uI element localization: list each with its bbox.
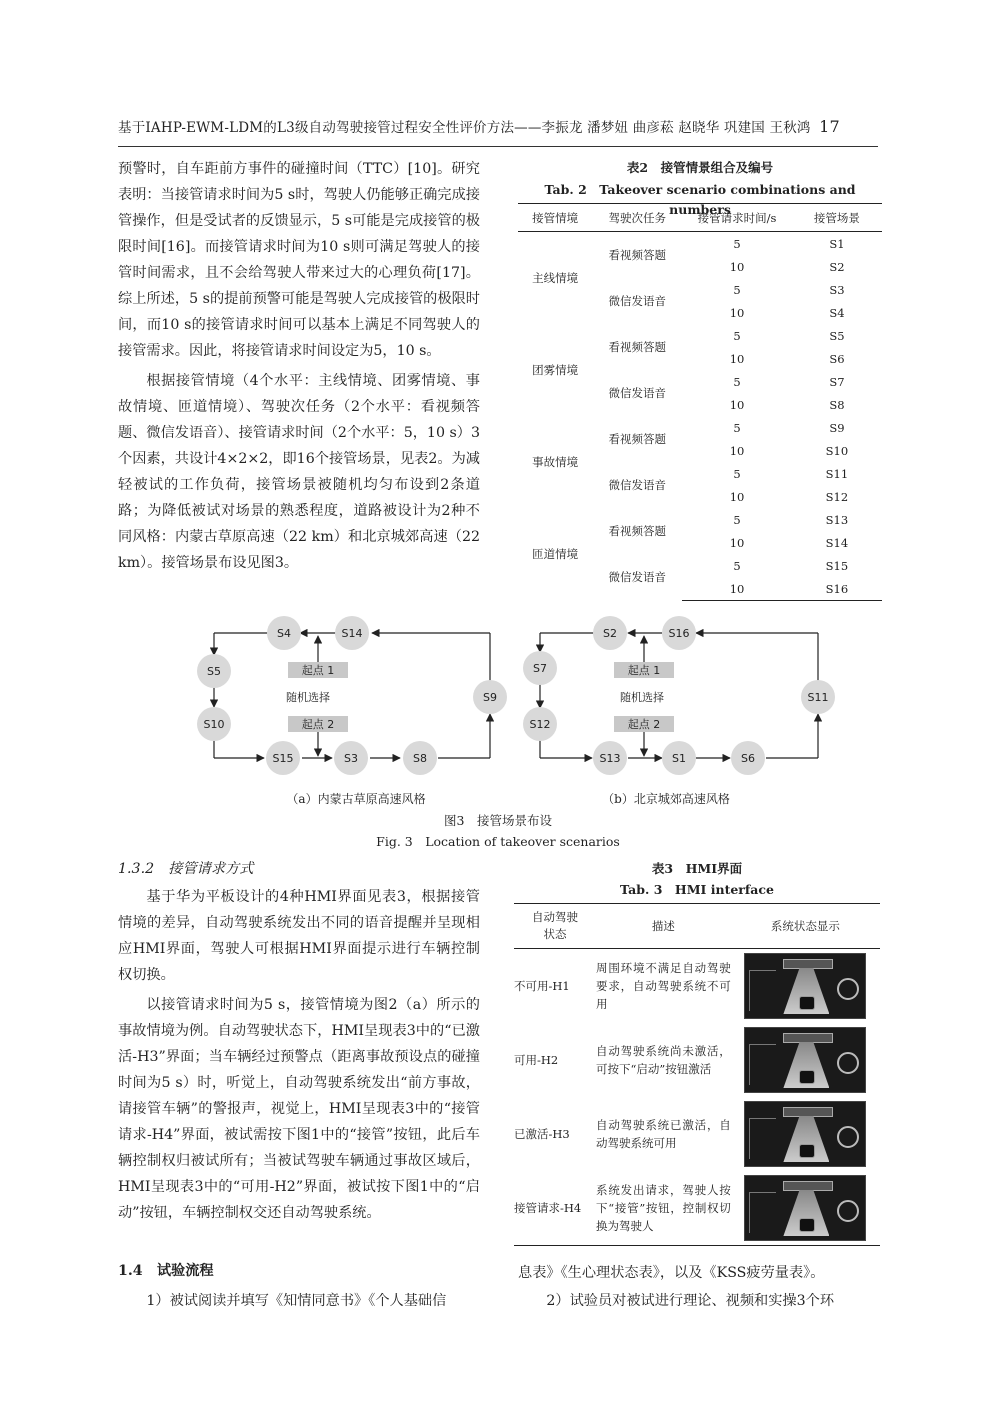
request-time-cell: 5 — [733, 282, 741, 297]
table3 — [514, 903, 880, 1246]
scenario-id-cell: S7 — [829, 374, 845, 389]
figure3-right-panel — [540, 633, 818, 758]
scenario-id-cell: S15 — [825, 558, 849, 573]
secondary-task-cell: 微信发语音 — [608, 570, 667, 585]
scenario-node-label: S8 — [413, 752, 427, 765]
table2-header-cell: 接管场景 — [792, 204, 882, 232]
scenario-id-cell: S2 — [829, 259, 845, 274]
table3-header-cell: 系统状态显示 — [731, 904, 880, 949]
table-row — [514, 949, 880, 1024]
hmi-description-cell: 周围环境不满足自动驾驶要求，自动驾驶系统不可用 — [596, 961, 731, 1011]
hmi-description-cell: 自动驾驶系统已激活，自动驾驶系统可用 — [596, 1118, 731, 1150]
scenario-id-cell: S5 — [829, 328, 845, 343]
hmi-car-icon — [799, 1070, 815, 1084]
hmi-car-icon — [799, 1144, 815, 1158]
scenario-node-label: S10 — [203, 718, 225, 731]
scenario-node-label: S3 — [344, 752, 358, 765]
table2-body — [518, 232, 882, 601]
hmi-display-cell — [731, 949, 880, 1024]
scenario-node-label: S14 — [341, 627, 363, 640]
table3-header-cell: 描述 — [596, 904, 731, 949]
steering-wheel-icon — [837, 1126, 859, 1148]
table-row — [514, 1097, 880, 1171]
figure3-left-panel — [214, 633, 490, 758]
table2-caption-cn: 表2 接管情景组合及编号 — [626, 160, 774, 175]
secondary-task-cell: 微信发语音 — [608, 478, 667, 492]
table-row — [514, 1023, 880, 1097]
scenario-node-label: S16 — [668, 627, 690, 640]
table3-body — [514, 949, 880, 1246]
left-column-top — [118, 156, 480, 576]
scenario-node-label: S7 — [533, 662, 547, 675]
hmi-status-banner — [783, 1181, 833, 1191]
scenario-node-label: S5 — [207, 665, 221, 678]
table3-header-cell: 自动驾驶 状态 — [514, 904, 596, 949]
hmi-display-cell — [731, 1171, 880, 1246]
hmi-display-cell — [731, 1023, 880, 1097]
scenario-context-cell: 匝道情境 — [532, 547, 579, 562]
hmi-car-icon — [799, 996, 815, 1010]
request-time-cell: 5 — [733, 420, 741, 435]
header-rule — [118, 146, 878, 147]
hmi-state-cell: 可用-H2 — [514, 1053, 559, 1067]
request-time-cell: 10 — [729, 259, 745, 274]
page-number: 17 — [819, 117, 840, 136]
secondary-task-cell: 看视频答题 — [608, 248, 667, 262]
request-time-cell: 10 — [682, 577, 792, 601]
request-time-cell: 5 — [733, 328, 741, 343]
request-time-cell: 5 — [733, 512, 741, 527]
table-row — [518, 232, 882, 256]
hmi-screen-image — [744, 953, 866, 1019]
section-heading-1-3-2: 1.3.2 接管请求方式 — [118, 861, 254, 877]
start-point-label: 起点 1 — [627, 664, 661, 677]
request-time-cell: 5 — [733, 558, 741, 573]
steering-wheel-icon — [837, 1200, 859, 1222]
scenario-id-cell: S13 — [825, 512, 849, 527]
table-row — [518, 416, 882, 439]
random-select-label: 随机选择 — [620, 691, 664, 704]
hmi-screen-image — [744, 1175, 866, 1241]
steering-wheel-icon — [837, 978, 859, 1000]
figure3-left-nodes — [197, 616, 507, 775]
hmi-map-icon — [749, 1192, 776, 1233]
table2-header-cell: 接管情境 — [518, 204, 592, 232]
hmi-description-cell: 自动驾驶系统尚未激活，可按下“启动”按钮激活 — [596, 1044, 731, 1076]
scenario-context-cell: 团雾情境 — [532, 363, 579, 377]
scenario-node-label: S2 — [603, 627, 617, 640]
paragraph-hmi-intro: 基于华为平板设计的4种HMI界面见表3，根据接管情境的差异，自动驾驶系统发出不同的语音提醒并呈现相应HMI界面，驾驶人可根据HMI界面提示进行车辆控制权切换。 — [118, 889, 480, 983]
scenario-id-cell: S6 — [829, 351, 845, 366]
request-time-cell: 10 — [729, 443, 745, 458]
table-row — [514, 1171, 880, 1246]
paragraph-right-continuation: 息表》《生心理状态表》，以及《KSS疲劳量表》。 — [518, 1265, 825, 1281]
secondary-task-cell: 看视频答题 — [608, 340, 667, 354]
running-title: 基于IAHP-EWM-LDM的L3级自动驾驶接管过程安全性评价方法——李振龙 潘梦妞 曲彦菘 赵晓华 巩建国 王秋鸿 — [118, 120, 811, 136]
scenario-node-label: S4 — [277, 627, 291, 640]
secondary-task-cell: 看视频答题 — [608, 524, 667, 538]
hmi-map-icon — [749, 970, 776, 1011]
start-point-label: 起点 2 — [627, 718, 661, 731]
hmi-map-icon — [749, 1044, 776, 1085]
hmi-map-icon — [749, 1118, 776, 1159]
scenario-id-cell: S8 — [829, 397, 845, 412]
hmi-description-cell: 系统发出请求，驾驶人按下“接管”按钮，控制权切换为驾驶人 — [596, 1171, 731, 1246]
hmi-car-icon — [799, 1218, 815, 1232]
start-point-label: 起点 2 — [301, 718, 335, 731]
scenario-id-cell: S12 — [825, 489, 849, 504]
scenario-id-cell: S4 — [829, 305, 845, 320]
scenario-id-cell: S16 — [792, 577, 882, 601]
start-point-label: 起点 1 — [301, 664, 335, 677]
scenario-node-label: S6 — [741, 752, 755, 765]
scenario-id-cell: S10 — [825, 443, 849, 458]
hmi-display-cell — [731, 1097, 880, 1171]
scenario-node-label: S13 — [599, 752, 621, 765]
table3-header-row — [514, 904, 880, 949]
scenario-node-label: S12 — [529, 718, 551, 731]
running-header — [118, 116, 878, 136]
table3-caption-cn: 表3 HMI界面 — [651, 861, 743, 876]
left-column-bottom — [118, 884, 480, 1226]
table3-caption-en: Tab. 3 HMI interface — [620, 882, 774, 897]
figure3-right-nodes — [523, 616, 835, 775]
scenario-id-cell: S14 — [825, 535, 849, 550]
table-row — [518, 324, 882, 347]
random-select-label: 随机选择 — [286, 691, 330, 704]
table2-header-row — [518, 204, 882, 232]
hmi-status-banner — [783, 1107, 833, 1117]
hmi-screen-image — [744, 1101, 866, 1167]
scenario-context-cell: 主线情境 — [532, 271, 579, 285]
hmi-status-banner — [783, 959, 833, 969]
secondary-task-cell: 微信发语音 — [608, 294, 667, 308]
hmi-state-cell: 已激活-H3 — [514, 1127, 570, 1141]
secondary-task-cell: 微信发语音 — [608, 386, 667, 400]
figure3-subcaption-b: （b）北京城郊高速风格 — [602, 792, 730, 806]
figure3-caption-en: Fig. 3 Location of takeover scenarios — [376, 834, 620, 849]
hmi-state-cell: 不可用-H1 — [514, 979, 570, 993]
secondary-task-cell: 看视频答题 — [608, 432, 667, 446]
request-time-cell: 5 — [733, 466, 741, 481]
request-time-cell: 5 — [733, 236, 741, 251]
table2-header-cell: 驾驶次任务 — [592, 204, 682, 232]
hmi-screen-image — [744, 1027, 866, 1093]
paragraph-scenario-design: 根据接管情境（4个水平：主线情境、团雾情境、事故情境、匝道情境）、驾驶次任务（2个水平：看视频答题、微信发语音）、接管请求时间（2个水平：5，10 s）3个因素，共设计4×2×2，即16个接管场景，见表2。为减轻被试的工作负荷，接管场景被随机均匀布设到2条道路；为降低被试对场景的熟悉程度，道路被设计为2种不同风格：内蒙古草原高速（22 km）和北京城郊高速（22 km）。接管场景布设见图3。 — [118, 373, 480, 571]
section-heading-1-4: 1.4 试验流程 — [118, 1263, 214, 1279]
hmi-state-cell: 接管请求-H4 — [514, 1171, 596, 1246]
figure3-diagram — [196, 612, 836, 802]
scenario-node-label: S15 — [272, 752, 294, 765]
figure3-subcaption-a: （a）内蒙古草原高速风格 — [286, 792, 426, 806]
figure3-caption-cn: 图3 接管场景布设 — [444, 813, 552, 828]
scenario-context-cell: 事故情境 — [532, 455, 579, 469]
request-time-cell: 10 — [729, 535, 745, 550]
request-time-cell: 10 — [729, 351, 745, 366]
hmi-status-banner — [783, 1033, 833, 1043]
request-time-cell: 10 — [729, 489, 745, 504]
table-row — [518, 508, 882, 531]
scenario-node-label: S9 — [483, 691, 497, 704]
request-time-cell: 10 — [729, 305, 745, 320]
paragraph-procedure-2: 2）试验员对被试进行理论、视频和实操3个环 — [546, 1293, 835, 1309]
scenario-node-label: S11 — [807, 691, 829, 704]
request-time-cell: 10 — [729, 397, 745, 412]
request-time-cell: 5 — [733, 374, 741, 389]
table2 — [518, 203, 882, 601]
paragraph-hmi-example: 以接管请求时间为5 s，接管情境为图2（a）所示的事故情境为例。自动驾驶状态下，HMI呈现表3中的“已激活-H3”界面；当车辆经过预警点（距离事故预设点的碰撞时间为5 s）时，听觉上，自动驾驶系统发出“前方事故，请接管车辆”的警报声，视觉上，HMI呈现表3中的“接管请求-H4”界面，被试需按下图1中的“接管”按钮，此后车辆控制权归被试所有；当被试驾驶车辆通过事故区域后，HMI呈现表3中的“可用-H2”界面，被试按下图1中的“启动”按钮，车辆控制权交还自动驾驶系统。 — [118, 997, 480, 1221]
scenario-id-cell: S1 — [829, 236, 845, 251]
steering-wheel-icon — [837, 1052, 859, 1074]
table2-header-cell: 接管请求时间/s — [682, 204, 792, 232]
paragraph-ttc: 预警时，自车距前方事件的碰撞时间（TTC）[10]。研究表明：当接管请求时间为5 s时，驾驶人仍能够正确完成接管操作，但是受试者的反馈显示，5 s可能是完成接管的极限时间[16]。而接管请求时间为10 s则可满足驾驶人的接管时间需求，且不会给驾驶人带来过大的心理负荷[17]。综上所述，5 s的提前预警可能是驾驶人完成接管的极限时间，而10 s的接管请求时间可以基本上满足不同驾驶人的接管需求。因此，将接管请求时间设定为5，10 s。 — [118, 161, 480, 359]
scenario-node-label: S1 — [672, 752, 686, 765]
scenario-id-cell: S11 — [825, 466, 849, 481]
table2-caption-en: Tab. 2 Takeover scenario combinations and numbers — [544, 182, 856, 217]
paragraph-procedure-1: 1）被试阅读并填写《知情同意书》《个人基础信 — [146, 1293, 447, 1309]
scenario-id-cell: S9 — [829, 420, 845, 435]
scenario-id-cell: S3 — [829, 282, 845, 297]
